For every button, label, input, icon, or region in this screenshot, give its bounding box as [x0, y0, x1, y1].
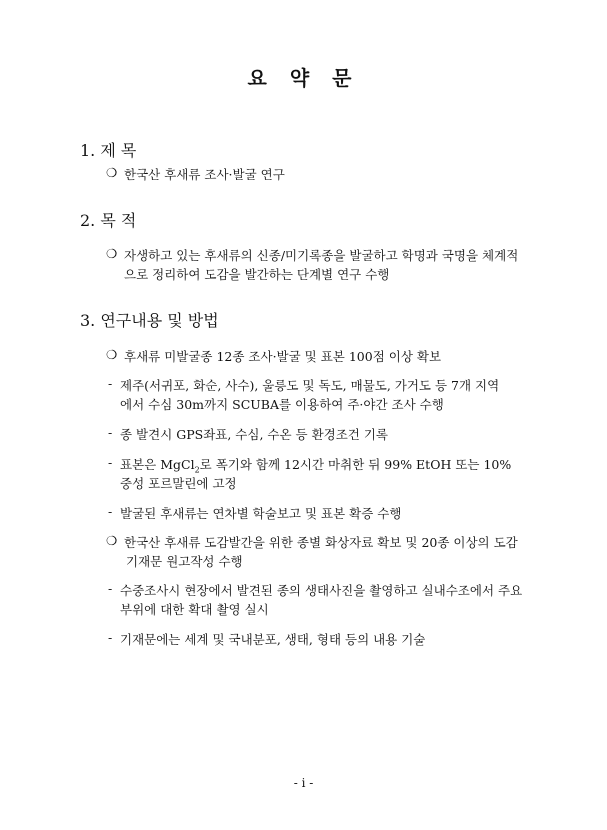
- method-line: 종 발견시 GPS좌표, 수심, 수온 등 환경조건 기록: [120, 427, 388, 442]
- circle-bullet-icon: ❍: [106, 165, 118, 180]
- dash-marker: -: [108, 455, 113, 470]
- method-line: 중성 포르말린에 고정: [120, 476, 237, 491]
- method-line: [120, 455, 511, 475]
- method-line: 제주(서귀포, 화순, 사수), 울릉도 및 독도, 매물도, 가거도 등 7개 지역: [120, 378, 500, 393]
- method-bullet: 기재문 원고작성 수행: [126, 554, 243, 569]
- dash-marker: -: [108, 504, 113, 519]
- circle-bullet-icon: ❍: [106, 246, 118, 261]
- subject-text: 한국산 후새류 조사·발굴 연구: [124, 167, 285, 182]
- method-line: 에서 수심 30m까지 SCUBA를 이용하여 주·야간 조사 수행: [120, 397, 444, 412]
- dash-marker: -: [108, 630, 113, 645]
- method-bullet: 후새류 미발굴종 12종 조사·발굴 및 표본 100점 이상 확보: [124, 349, 442, 364]
- subscript: 2: [194, 465, 200, 475]
- method-line: 부위에 대한 확대 촬영 실시: [120, 602, 269, 617]
- text-part: 표본은 MgCl: [120, 457, 195, 472]
- purpose-line: 자생하고 있는 후새류의 신종/미기록종을 발굴하고 학명과 국명을 체계적: [124, 248, 519, 263]
- dash-marker: -: [108, 376, 113, 391]
- text-part: 로 폭기와 함께 12시간 마취한 뒤 99% EtOH 또는 10%: [199, 457, 512, 472]
- page-number: - i -: [293, 776, 314, 790]
- method-line: 수중조사시 현장에서 발견된 종의 생태사진을 촬영하고 실내수조에서 주요: [120, 583, 523, 598]
- page-title: 요 약 문: [247, 66, 360, 90]
- dash-marker: -: [108, 581, 113, 596]
- purpose-line: 으로 정리하여 도감을 발간하는 단계별 연구 수행: [124, 267, 390, 282]
- method-bullet: 한국산 후새류 도감발간을 위한 종별 화상자료 확보 및 20종 이상의 도감: [124, 535, 518, 550]
- circle-bullet-icon: ❍: [106, 347, 118, 362]
- section-heading-2: 2. 목 적: [80, 211, 137, 230]
- dash-marker: -: [108, 425, 113, 440]
- method-line: 기재문에는 세계 및 국내분포, 생태, 형태 등의 내용 기술: [120, 632, 426, 647]
- section-heading-1: 1. 제 목: [80, 141, 137, 160]
- method-line: 발굴된 후새류는 연차별 학술보고 및 표본 확증 수행: [120, 506, 402, 521]
- circle-bullet-icon: ❍: [106, 533, 118, 548]
- section-heading-3: 3. 연구내용 및 방법: [80, 311, 219, 330]
